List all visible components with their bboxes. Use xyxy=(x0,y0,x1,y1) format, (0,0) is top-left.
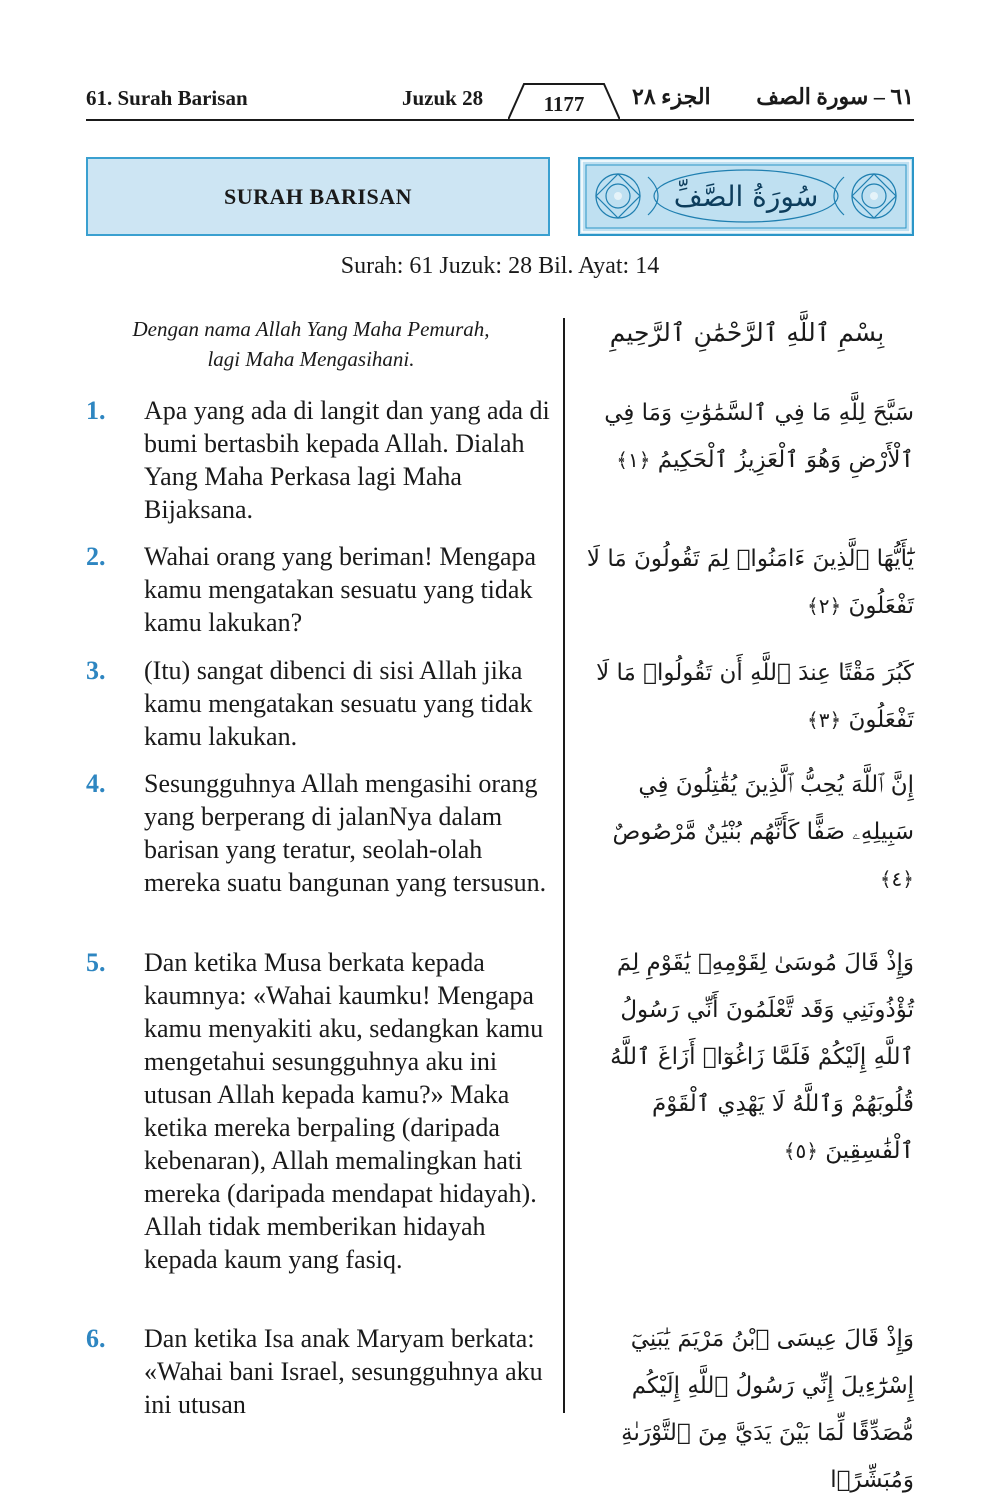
verse-translation xyxy=(86,394,561,526)
verse-translation xyxy=(86,767,561,899)
ayah-end-mark: ﴿١﴾ xyxy=(616,448,651,472)
verse-number: 1. xyxy=(86,396,106,425)
verse-arabic-text: إِنَّ ٱللَّهَ يُحِبُّ ٱلَّذِينَ يُقَٰتِلُونَ فِي سَبِيلِهِۦ صَفًّا كَأَنَّهُم بُنْيَٰنٌ مَّرْصُوصٌ xyxy=(612,772,914,845)
basmala-translation-line1: Dengan nama Allah Yang Maha Pemurah, xyxy=(132,317,490,341)
running-header-juz: Juzuk 28 xyxy=(402,86,484,110)
basmala-translation xyxy=(86,314,536,374)
running-header-surah: 61. Surah Barisan xyxy=(86,86,248,110)
verse-number: 3. xyxy=(86,656,106,685)
verse-text: (Itu) sangat dibenci di sisi Allah jika kamu mengatakan sesuatu yang tidak kamu lakukan. xyxy=(144,656,533,751)
verse-number: 2. xyxy=(86,542,106,571)
verse-arabic-text: سَبَّحَ لِلَّهِ مَا فِي ٱلسَّمَٰوَٰتِ وَمَا فِي ٱلْأَرْضِ وَهُوَ ٱلْعَزِيزُ ٱلْحَكِيمُ xyxy=(604,400,914,473)
verse-text: Dan ketika Musa berkata kepada kaumnya: «Wahai kaumku! Mengapa kamu menyakiti aku, sedangkan kamu mengetahui sesungguhnya aku ini utusan Allah kepada kamu?» Maka ketika mereka berpaling (daripada kebenaran), Allah memalingkan hati mereka (daripada mendapat hidayah). Allah tidak memberikan hidayah kepada kaum yang fasiq. xyxy=(144,948,544,1274)
verse-number: 4. xyxy=(86,769,106,798)
surah-title-box xyxy=(86,157,550,236)
verse-text: Sesungguhnya Allah mengasihi orang yang berperang di jalanNya dalam barisan yang teratur, seolah-olah mereka suatu bangunan yang tersusun. xyxy=(144,769,547,897)
basmala-translation-line2: lagi Maha Mengasihani. xyxy=(207,347,415,371)
verse-text: Wahai orang yang beriman! Mengapa kamu mengatakan sesuatu yang tidak kamu lakukan? xyxy=(144,542,537,637)
surah-title: SURAH BARISAN xyxy=(223,183,413,209)
verse-arabic xyxy=(580,536,914,630)
ayah-end-mark: ﴿٣﴾ xyxy=(806,708,842,732)
ayah-end-mark: ﴿٥﴾ xyxy=(783,1139,818,1163)
ayah-end-mark: ﴿٤﴾ xyxy=(879,867,914,891)
header-rule xyxy=(86,119,914,121)
verse-arabic xyxy=(580,762,914,903)
arabic-title-ornament xyxy=(578,157,914,236)
running-header-surah-arabic: ٦١ – سورة الصف xyxy=(756,84,914,109)
verse-arabic-text: وَإِذْ قَالَ عِيسَى ٱبْنُ مَرْيَمَ يَٰبَنِيٓ إِسْرَٰٓءِيلَ إِنِّي رَسُولُ ٱللَّهِ إِلَيْكُم مُّصَدِّقًا لِّمَا بَيْنَ يَدَيَّ مِنَ ٱلتَّوْرَىٰةِ وَمُبَشِّرًۢا xyxy=(621,1326,914,1493)
verse-number: 6. xyxy=(86,1324,106,1353)
surah-info: Surah: 61 Juzuk: 28 Bil. Ayat: 14 xyxy=(340,253,660,279)
verse-text: Dan ketika Isa anak Maryam berkata: «Wahai bani Israel, sesungguhnya aku ini utusan xyxy=(144,1324,543,1419)
page-number: 1177 xyxy=(543,92,585,116)
verse-number: 5. xyxy=(86,948,106,977)
column-divider xyxy=(563,318,565,1413)
ayah-end-mark: ﴿٢﴾ xyxy=(806,594,842,618)
running-header-juz-arabic: الجزء ٢٨ xyxy=(632,84,711,109)
arabic-surah-title: سُورَةُ الصَّفِّ xyxy=(673,180,819,213)
verse-arabic-text: كَبُرَ مَقْتًا عِندَ ٱللَّهِ أَن تَقُولُوا۟ مَا لَا تَفْعَلُونَ xyxy=(596,660,914,733)
verse-arabic-text: يَٰٓأَيُّهَا ٱلَّذِينَ ءَامَنُوا۟ لِمَ تَقُولُونَ مَا لَا تَفْعَلُونَ xyxy=(586,546,914,619)
verse-arabic xyxy=(580,940,914,1175)
verse-text: Apa yang ada di langit dan yang ada di bumi bertasbih kepada Allah. Dialah Yang Maha Perkasa lagi Maha Bijaksana. xyxy=(144,396,550,524)
verse-arabic xyxy=(580,650,914,744)
basmala-arabic: بِسْمِ ٱللَّهِ ٱلرَّحْمَٰنِ ٱلرَّحِيمِ xyxy=(609,318,885,347)
verse-arabic xyxy=(580,1316,914,1499)
verse-translation xyxy=(86,1322,561,1421)
verse-translation xyxy=(86,946,561,1276)
verse-translation xyxy=(86,540,561,639)
verse-translation xyxy=(86,654,561,753)
verse-arabic xyxy=(580,390,914,484)
verse-arabic-text: وَإِذْ قَالَ مُوسَىٰ لِقَوْمِهِۦ يَٰقَوْمِ لِمَ تُؤْذُونَنِي وَقَد تَّعْلَمُونَ أَنِّي رَسُولُ ٱللَّهِ إِلَيْكُمْ فَلَمَّا زَاغُوٓا۟ أَزَاغَ ٱللَّهُ قُلُوبَهُمْ وَٱللَّهُ لَا يَهْدِي ٱلْقَوْمَ ٱلْفَٰسِقِينَ xyxy=(610,950,914,1164)
